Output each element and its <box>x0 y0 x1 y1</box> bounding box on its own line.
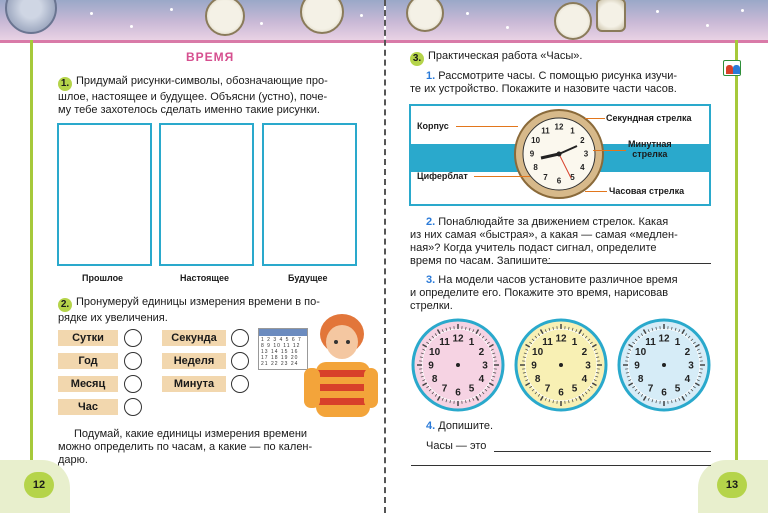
clock-numeral: 10 <box>429 346 441 358</box>
clock-numeral: 2 <box>581 346 588 358</box>
globe-icon <box>5 0 57 34</box>
order-circle[interactable] <box>231 375 249 393</box>
task-number: 2. <box>58 298 72 312</box>
order-circle[interactable] <box>231 352 249 370</box>
clock-numeral: 10 <box>635 346 647 358</box>
answer-line[interactable] <box>411 465 711 466</box>
clock-numeral: 5 <box>570 173 575 182</box>
clock-model-yellow[interactable] <box>514 318 608 412</box>
caption-future: Будущее <box>288 273 328 283</box>
clock-numeral: 9 <box>529 149 535 159</box>
task-number: 1. <box>58 77 72 91</box>
unit-second: Секунда <box>162 330 226 346</box>
unit-month: Месяц <box>58 376 118 392</box>
top-banner-left <box>0 0 384 40</box>
clock-numeral: 12 <box>555 333 567 345</box>
clock-numeral: 6 <box>556 176 562 186</box>
clock-numeral: 4 <box>580 163 585 173</box>
task-1-text: 1. Придумай рисунки-символы, обозначающие про- шлое, настоящее и будущее. Объясни (устно), поче- му тебе захотелось сделать именно такие рисунки. <box>58 75 328 116</box>
margin-line-right <box>735 40 738 465</box>
task-2-note: Подумай, какие единицы измерения времени можно определить по часам, а какие — по кален- дарю. <box>58 428 313 466</box>
label-hour-hand: Часовая стрелка <box>609 186 685 196</box>
clock-parts-image <box>513 108 605 200</box>
clock-numeral: 2 <box>580 136 585 146</box>
page-title: ВРЕМЯ <box>186 50 235 64</box>
order-circle[interactable] <box>231 329 249 347</box>
clock-numeral: 8 <box>431 373 438 385</box>
clock-numeral: 2 <box>478 346 485 358</box>
clock-numeral: 9 <box>428 360 434 372</box>
clock-numeral: 8 <box>637 373 644 385</box>
caption-past: Прошлое <box>82 273 124 283</box>
clock-numeral: 3 <box>583 149 589 159</box>
pointer-line <box>593 150 626 151</box>
clock-numeral: 3 <box>585 360 591 372</box>
clock-numeral: 4 <box>684 373 691 385</box>
task-3-3-text: 3. На модели часов установите различное время и определите его. Покажите это время, нарисовав стрелки. <box>410 274 678 312</box>
clock-numeral: 1 <box>570 126 575 136</box>
clock-numeral: 9 <box>531 360 537 372</box>
label-second-hand: Секундная стрелка <box>606 113 692 123</box>
answer-line[interactable] <box>494 451 711 452</box>
unit-hour: Час <box>58 399 118 415</box>
clock-icon <box>554 2 592 40</box>
clock-numeral: 8 <box>534 373 541 385</box>
task-2-text: 2. Пронумеруй единицы измерения времени в по- рядке их увеличения. <box>58 296 320 324</box>
clock-numeral: 11 <box>439 337 450 348</box>
task-3-2-text: 2. Понаблюдайте за движением стрелок. Какая из них самая «быстрая», а какая — самая «медлен- ная»? Когда учитель подаст сигнал, определите время по часам. Запишите: <box>410 216 678 267</box>
page-spine <box>384 0 386 513</box>
clock-numeral: 1 <box>674 337 681 348</box>
clock-numeral: 8 <box>533 163 538 173</box>
order-circle[interactable] <box>124 329 142 347</box>
calendar-illustration: 1 2 3 4 5 6 7 8 9 10 11 12 13 14 15 16 17 18 19 20 21 22 23 24 <box>258 328 308 370</box>
clock-numeral: 10 <box>531 136 541 146</box>
clock-numeral: 4 <box>581 373 588 385</box>
pointer-line <box>585 191 607 192</box>
pair-work-icon <box>723 60 741 76</box>
clock-numeral: 11 <box>542 337 553 348</box>
task-3-1-text: 1. Рассмотрите часы. С помощью рисунка изучи- те их устройство. Покажите и назовите части часов. <box>410 70 678 95</box>
compass-icon <box>406 0 444 32</box>
clock-numeral: 6 <box>558 387 564 399</box>
label-dial: Циферблат <box>417 171 468 181</box>
clock-numeral: 1 <box>468 337 475 348</box>
clock-numeral: 3 <box>482 360 488 372</box>
clock-numeral: 12 <box>658 333 670 345</box>
caption-present: Настоящее <box>180 273 230 283</box>
clock-numeral: 6 <box>455 387 461 399</box>
unit-year: Год <box>58 353 118 369</box>
clock-numeral: 5 <box>674 383 681 395</box>
answer-line[interactable] <box>547 263 711 264</box>
clock-model-pink[interactable] <box>411 318 505 412</box>
order-circle[interactable] <box>124 352 142 370</box>
clock-numeral: 5 <box>571 383 578 395</box>
margin-line-left <box>30 40 33 465</box>
clock-numeral: 3 <box>688 360 694 372</box>
clock-model-blue[interactable] <box>617 318 711 412</box>
divider <box>386 40 768 43</box>
clock-numeral: 10 <box>532 346 544 358</box>
alarm-clock-icon <box>596 0 626 32</box>
divider <box>0 40 384 43</box>
clock-numeral: 1 <box>571 337 578 348</box>
order-circle[interactable] <box>124 398 142 416</box>
clock-numeral: 7 <box>544 383 551 395</box>
clock-numeral: 11 <box>541 126 550 136</box>
clock-numeral: 6 <box>661 387 667 399</box>
clock-numeral: 7 <box>647 383 654 395</box>
clock-numeral: 5 <box>468 383 475 395</box>
compass-icon <box>205 0 245 36</box>
task-number: 3. <box>410 52 424 66</box>
clock-numeral: 9 <box>634 360 640 372</box>
clock-icon <box>300 0 344 34</box>
drawing-frame-present[interactable] <box>159 123 254 266</box>
clock-numeral: 12 <box>554 122 564 132</box>
pointer-line <box>474 176 530 177</box>
clock-numeral: 2 <box>684 346 691 358</box>
clock-numeral: 4 <box>478 373 485 385</box>
top-banner-right <box>386 0 768 40</box>
clock-numeral: 11 <box>645 337 656 348</box>
drawing-frame-future[interactable] <box>262 123 357 266</box>
label-minute-hand: Минутная стрелка <box>628 139 672 159</box>
pointer-line <box>456 126 518 127</box>
boy-illustration <box>300 312 380 427</box>
task-4-prompt: Часы — это <box>426 440 487 452</box>
clock-numeral: 7 <box>441 383 448 395</box>
unit-minute: Минута <box>162 376 226 392</box>
page-number: 12 <box>24 472 54 498</box>
unit-day: Сутки <box>58 330 118 346</box>
order-circle[interactable] <box>124 375 142 393</box>
page-number: 13 <box>717 472 747 498</box>
drawing-frame-past[interactable] <box>57 123 152 266</box>
label-case: Корпус <box>417 121 449 131</box>
clock-numeral: 7 <box>543 173 548 182</box>
unit-week: Неделя <box>162 353 226 369</box>
clock-numeral: 12 <box>452 333 464 345</box>
pointer-line <box>585 118 605 119</box>
task-3-heading: 3. Практическая работа «Часы». <box>410 50 582 66</box>
task-4-heading: 4. Допишите. <box>426 420 494 432</box>
